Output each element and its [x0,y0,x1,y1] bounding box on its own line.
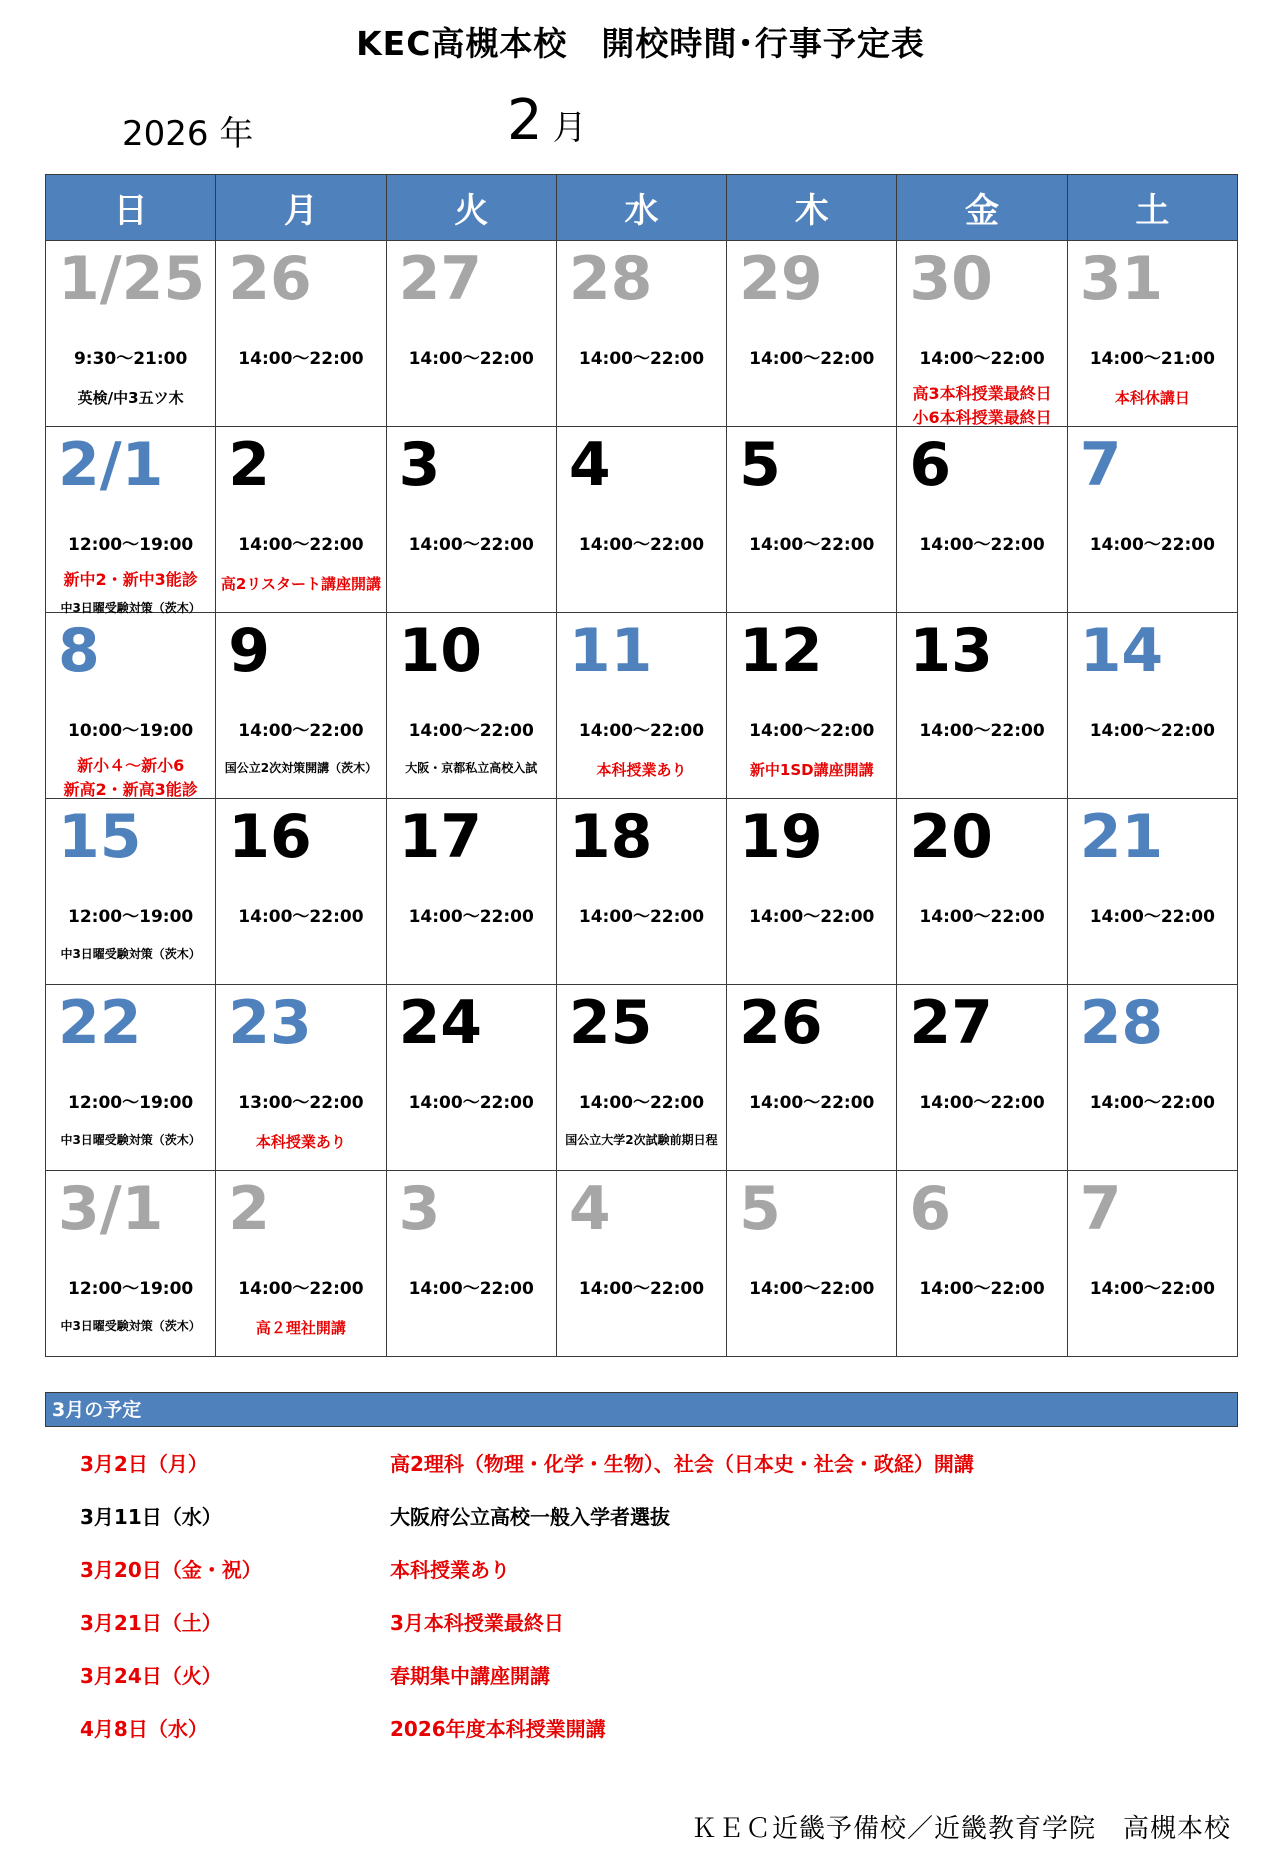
day-number: 5 [739,430,781,500]
day-number: 16 [228,802,312,872]
day-number: 3 [398,430,441,500]
day-number: 21 [1079,802,1164,872]
opening-hours: 14:00〜22:00 [919,907,1045,927]
calendar-day-cell [46,985,216,1171]
march-schedule-item [80,1607,1220,1660]
day-event: 英検/中3五ツ木 [77,389,184,407]
day-number: 24 [398,988,483,1058]
weekday-sun: 日 [46,175,216,241]
day-event: 中3日曜受験対策（茨木） [60,1133,201,1147]
opening-hours: 14:00〜22:00 [1089,535,1215,555]
opening-hours: 14:00〜22:00 [1089,721,1215,741]
day-event: 高3本科授業最終日 [912,384,1052,403]
opening-hours: 14:00〜22:00 [408,349,534,369]
day-number: 22 [58,988,142,1058]
opening-hours: 14:00〜22:00 [749,907,875,927]
opening-hours: 14:00〜22:00 [749,721,875,741]
calendar-day-cell [216,241,386,427]
opening-hours: 14:00〜22:00 [408,535,534,555]
day-number: 3 [398,1174,441,1244]
schedule-date: 3月21日（土） [80,1611,222,1635]
calendar-day-cell [897,613,1067,799]
calendar-day-cell [46,613,216,799]
opening-hours: 14:00〜22:00 [238,535,364,555]
opening-hours: 14:00〜22:00 [238,1279,364,1299]
calendar-day-cell [216,799,386,985]
march-schedule-item [80,1448,1220,1501]
opening-hours: 14:00〜22:00 [578,1093,705,1113]
calendar-day-cell [727,241,897,427]
day-number: 3/1 [58,1174,164,1244]
opening-hours: 14:00〜22:00 [1089,907,1215,927]
opening-hours: 14:00〜22:00 [238,349,364,369]
day-event: 大阪・京都私立高校入試 [405,761,538,775]
calendar-day-cell [1067,613,1237,799]
day-event: 中3日曜受験対策（茨木） [60,947,201,961]
calendar-day-cell [556,241,726,427]
calendar-day-cell [1067,799,1237,985]
day-number: 29 [739,244,823,314]
calendar-day-cell [727,799,897,985]
weekday-thu: 木 [727,175,897,241]
day-number: 31 [1079,244,1164,314]
day-number: 30 [909,244,993,314]
schedule-date: 3月11日（水） [80,1505,222,1529]
opening-hours: 14:00〜22:00 [578,1279,705,1299]
calendar-grid [45,174,1238,1357]
day-number: 27 [909,988,993,1058]
day-number: 6 [909,430,952,500]
schedule-description: 2026年度本科授業開講 [390,1717,606,1741]
weekday-wed: 水 [556,175,726,241]
day-number: 26 [739,988,823,1058]
calendar-day-cell [386,427,556,613]
calendar-day-cell [216,427,386,613]
calendar-day-cell [556,799,726,985]
calendar-day-cell [216,985,386,1171]
schedule-date: 3月20日（金・祝） [80,1558,262,1582]
day-number: 7 [1079,1174,1122,1244]
schedule-date: 4月8日（水） [80,1717,208,1741]
month-unit: 月 [552,108,587,148]
opening-hours: 12:00〜19:00 [68,535,194,555]
opening-hours: 14:00〜22:00 [919,535,1045,555]
day-number: 26 [228,244,312,314]
calendar-week-row [46,799,1238,985]
day-event: 中3日曜受験対策（茨木） [60,601,201,615]
day-number: 13 [909,616,993,686]
calendar-day-cell [897,985,1067,1171]
opening-hours: 13:00〜22:00 [238,1093,364,1113]
calendar-day-cell [386,1171,556,1357]
day-number: 12 [739,616,823,686]
day-number: 18 [568,802,653,872]
day-number: 25 [568,988,653,1058]
opening-hours: 12:00〜19:00 [68,907,194,927]
opening-hours: 14:00〜22:00 [919,1093,1045,1113]
calendar-day-cell [46,427,216,613]
opening-hours: 9:30〜21:00 [73,349,188,369]
opening-hours: 14:00〜22:00 [1089,1093,1215,1113]
calendar-day-cell [897,427,1067,613]
calendar-day-cell [386,799,556,985]
day-event: 本科授業あり [596,761,687,779]
opening-hours: 14:00〜22:00 [749,535,875,555]
day-number: 2 [228,430,271,500]
opening-hours: 14:00〜22:00 [578,907,705,927]
day-number: 8 [58,616,100,686]
day-number: 28 [568,244,653,314]
day-number: 7 [1079,430,1122,500]
calendar-day-cell [556,985,726,1171]
opening-hours: 14:00〜22:00 [578,349,705,369]
march-schedule-header: 3月の予定 [45,1392,1238,1427]
calendar-day-cell [897,1171,1067,1357]
day-event: 高2リスタート講座開講 [220,575,381,593]
opening-hours: 14:00〜22:00 [578,721,705,741]
day-event: 新小４〜新小6 [77,756,185,775]
calendar-day-cell [727,427,897,613]
weekday-sat: 土 [1067,175,1237,241]
opening-hours: 14:00〜22:00 [408,1279,534,1299]
schedule-description: 大阪府公立高校一般入学者選抜 [390,1505,670,1529]
calendar-day-cell [556,427,726,613]
march-schedule-item [80,1501,1220,1554]
day-number: 28 [1079,988,1164,1058]
calendar-week-row [46,241,1238,427]
opening-hours: 14:00〜22:00 [749,1093,875,1113]
day-event: 本科休講日 [1114,389,1190,407]
march-schedule-item [80,1554,1220,1607]
weekday-fri: 金 [897,175,1067,241]
day-number: 27 [398,244,483,314]
calendar-day-cell [386,241,556,427]
day-event: 国公立大学2次試験前期日程 [565,1133,718,1147]
calendar-day-cell [727,985,897,1171]
opening-hours: 14:00〜21:00 [1089,349,1215,369]
month-label [507,88,587,153]
opening-hours: 14:00〜22:00 [578,535,705,555]
day-event: 小6本科授業最終日 [912,408,1052,427]
calendar-day-cell [556,1171,726,1357]
calendar-day-cell [556,613,726,799]
opening-hours: 14:00〜22:00 [238,907,364,927]
footer-school-name: ＫＥＣ近畿予備校／近畿教育学院 高槻本校 [690,1814,1231,1844]
day-event: 新高2・新高3能診 [63,780,198,799]
opening-hours: 14:00〜22:00 [919,721,1045,741]
calendar-day-cell [386,613,556,799]
day-number: 11 [568,616,653,686]
day-number: 10 [398,616,483,686]
march-schedule-item [80,1660,1220,1713]
day-number: 9 [228,616,271,686]
calendar-week-row [46,985,1238,1171]
day-number: 1/25 [58,244,206,314]
day-event: 新中2・新中3能診 [63,570,198,589]
schedule-description: 春期集中講座開講 [390,1664,550,1688]
calendar-day-cell [727,1171,897,1357]
calendar-day-cell [1067,427,1237,613]
calendar-day-cell [386,985,556,1171]
opening-hours: 14:00〜22:00 [749,1279,875,1299]
opening-hours: 14:00〜22:00 [919,1279,1045,1299]
day-number: 20 [909,802,993,872]
schedule-description: 高2理科（物理・化学・生物）、社会（日本史・社会・政経）開講 [390,1452,974,1476]
day-event: 新中1SD講座開講 [749,761,874,779]
opening-hours: 14:00〜22:00 [408,907,534,927]
opening-hours: 14:00〜22:00 [1089,1279,1215,1299]
calendar-day-cell [897,241,1067,427]
calendar-week-row [46,613,1238,799]
day-number: 4 [568,1174,611,1244]
schedule-description: 本科授業あり [390,1558,510,1582]
calendar-week-row [46,1171,1238,1357]
day-event: 高２理社開講 [255,1319,346,1337]
day-number: 5 [739,1174,781,1244]
day-number: 4 [568,430,611,500]
opening-hours: 14:00〜22:00 [749,349,875,369]
day-number: 23 [228,988,312,1058]
calendar-day-cell [216,613,386,799]
calendar-day-cell [1067,1171,1237,1357]
calendar-day-cell [46,241,216,427]
page-title: KEC高槻本校 開校時間･行事予定表 [356,24,925,63]
opening-hours: 14:00〜22:00 [919,349,1045,369]
calendar-day-cell [46,799,216,985]
opening-hours: 12:00〜19:00 [68,1279,194,1299]
weekday-mon: 月 [216,175,386,241]
schedule-description: 3月本科授業最終日 [390,1611,564,1635]
day-number: 17 [398,802,483,872]
calendar-day-cell [897,799,1067,985]
opening-hours: 14:00〜22:00 [408,721,534,741]
day-number: 15 [58,802,142,872]
calendar-day-cell [1067,241,1237,427]
day-number: 2/1 [58,430,164,500]
schedule-date: 3月24日（火） [80,1664,222,1688]
calendar-week-row [46,427,1238,613]
calendar-day-cell [46,1171,216,1357]
calendar-body [46,241,1238,1357]
opening-hours: 14:00〜22:00 [238,721,364,741]
calendar-day-cell [1067,985,1237,1171]
day-number: 19 [739,802,823,872]
march-schedule-list [80,1448,1220,1766]
weekday-tue: 火 [386,175,556,241]
opening-hours: 12:00〜19:00 [68,1093,194,1113]
day-number: 2 [228,1174,271,1244]
day-event: 本科授業あり [255,1133,346,1151]
day-number: 6 [909,1174,952,1244]
schedule-date: 3月2日（月） [80,1452,208,1476]
day-event: 国公立2次対策開講（茨木） [224,761,378,775]
day-event: 中3日曜受験対策（茨木） [60,1319,201,1333]
opening-hours: 14:00〜22:00 [408,1093,534,1113]
opening-hours: 10:00〜19:00 [68,721,194,741]
weekday-header-row [46,175,1238,241]
calendar-day-cell [216,1171,386,1357]
year-label: 2026 年 [122,114,254,154]
calendar-day-cell [727,613,897,799]
day-number: 14 [1079,616,1164,686]
month-number: 2 [507,88,543,153]
march-schedule-item [80,1713,1220,1766]
